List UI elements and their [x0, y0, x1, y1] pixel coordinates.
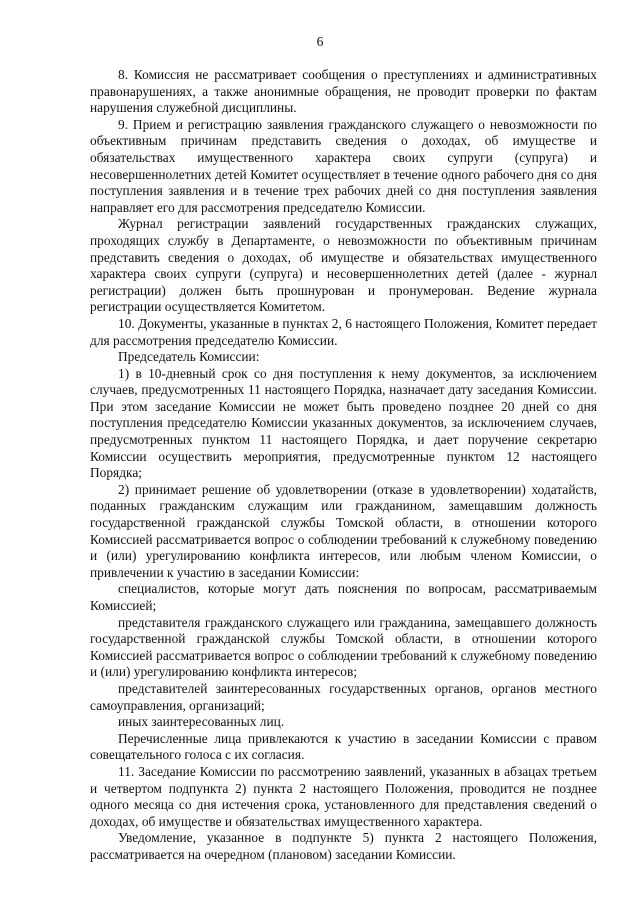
paragraph-subitem-1: 1) в 10-дневный срок со дня поступления к нему документов, за исключением случаев, предусмотренных 11 настоящего Порядка, назначает дату заседания Комиссии. При этом заседание Комиссии не может быть проведено позднее 20 дней со дня поступления председателю Комиссии указанных документов, за исключением случаев, предусмотренных пунктом 11 настоящего Порядка, и дает поручение секретарю Комиссии осуществить мероприятия, предусмотренные пунктом 12 настоящего Порядка;	[90, 365, 597, 481]
page-number: 6	[316, 34, 324, 49]
paragraph-specialists: специалистов, которые могут дать пояснения по вопросам, рассматриваемым Комиссией;	[90, 581, 597, 613]
paragraph-chairman: Председатель Комиссии:	[118, 349, 260, 365]
paragraph-representative: представителя гражданского служащего или гражданина, замещавшего должность государственной гражданской службы Томской области, в отношении которого Комиссией рассматривается вопрос о соблюдении требований к служебному поведению и (или) урегулированию конфликта интересов;	[90, 614, 597, 680]
paragraph-subitem-2: 2) принимает решение об удовлетворении (отказе в удовлетворении) ходатайств, поданных гражданским служащим или гражданином, замещавшим должность государственной гражданской службы Томской области, в отношении которого Комиссией рассматривается вопрос о соблюдении требований к служебному поведению и (или) урегулированию конфликта интересов, или любым членом Комиссии, о привлечении к участию в заседании Комиссии:	[90, 481, 597, 580]
paragraph-other-persons: иных заинтересованных лиц.	[118, 714, 285, 730]
paragraph-journal: Журнал регистрации заявлений государственных гражданских служащих, проходящих службу в Департаменте, о невозможности по объективным причинам представить сведения о доходах, об имуществе и обязательствах имущественного характера своих супруги (супруга) и несовершеннолетних детей (далее - журнал регистрации) должен быть прошнурован и пронумерован. Ведение журнала регистрации осуществляется Комитетом.	[90, 216, 597, 315]
paragraph-notification: Уведомление, указанное в подпункте 5) пункта 2 настоящего Положения, рассматривается на очередном (плановом) заседании Комиссии.	[90, 830, 597, 862]
paragraph-8: 8. Комиссия не рассматривает сообщения о преступлениях и административных правонарушениях, а также анонимные обращения, не проводит проверки по фактам нарушения служебной дисциплины.	[90, 67, 597, 116]
paragraph-11: 11. Заседание Комиссии по рассмотрению заявлений, указанных в абзацах третьем и четвертом подпункта 2) пункта 2 настоящего Положения, проводится не позднее одного месяца со дня истечения срока, установленного для представления сведений о доходах, об имуществе и обязательствах имущественного характера.	[90, 763, 597, 829]
paragraph-9: 9. Прием и регистрацию заявления гражданского служащего о невозможности по объективным причинам представить сведения о доходах, об имуществе и обязательствах имущественного характера своих супруги (супруга) и несовершеннолетних детей Комитет осуществляет в течение одного рабочего дня со дня поступления заявления и в течение трех рабочих дней со дня поступления заявления направляет его для рассмотрения председателю Комиссии.	[90, 116, 597, 215]
paragraph-advisory-vote: Перечисленные лица привлекаются к участию в заседании Комиссии с правом совещательного голоса с их согласия.	[90, 730, 597, 763]
paragraph-10: 10. Документы, указанные в пунктах 2, 6 настоящего Положения, Комитет передает для рассмотрения председателю Комиссии.	[90, 315, 597, 348]
paragraph-agencies: представителей заинтересованных государственных органов, органов местного самоуправления, организаций;	[90, 680, 597, 713]
document-body	[90, 67, 597, 864]
